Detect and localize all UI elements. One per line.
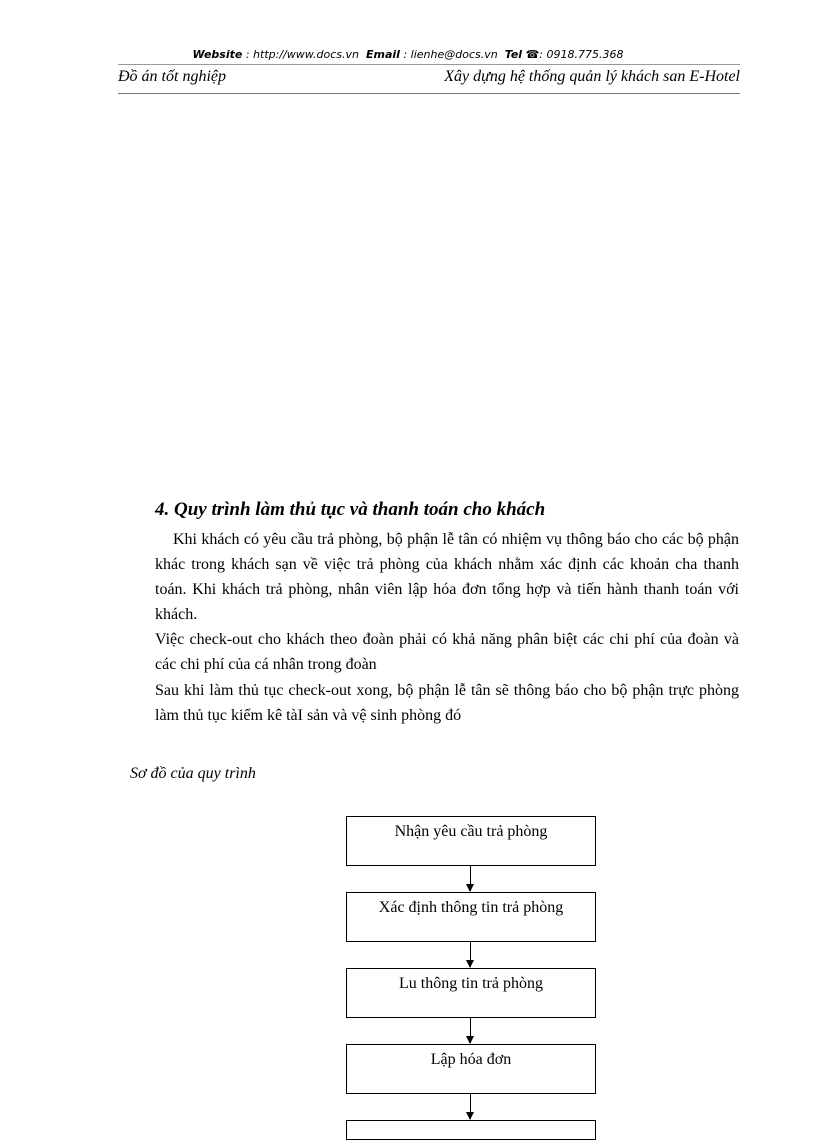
flow-arrow — [470, 866, 471, 891]
flow-step: Lập hóa đơn — [346, 1044, 596, 1094]
flow-caption: Sơ đồ của quy trình — [130, 765, 256, 782]
flow-step: Nhận yêu cầu trả phòng — [346, 816, 596, 866]
flow-arrow — [470, 1094, 471, 1119]
flow-step: Xác định thông tin trả phòng — [346, 892, 596, 942]
paragraph: Việc check-out cho khách theo đoàn phải có khả năng phân biệt các chi phí của đoàn và các chi phí của cá nhân trong đoàn — [155, 631, 739, 673]
website-label: Website — [192, 48, 243, 61]
page-header — [118, 64, 740, 94]
email-label: Email — [366, 48, 400, 61]
contact-line — [0, 48, 816, 61]
flow-step — [346, 1120, 596, 1140]
paragraph: Sau khi làm thủ tục check-out xong, bộ phận lễ tân sẽ thông báo cho bộ phận trực phòng làm thủ tục kiểm kê tàI sản và vệ sinh phòng đó — [155, 682, 739, 724]
section-title: 4. Quy trình làm thủ tục và thanh toán cho khách — [155, 499, 546, 520]
website-value: : http://www.docs.vn — [245, 48, 360, 61]
flow-arrow — [470, 1018, 471, 1043]
email-value: : lienhe@docs.vn — [403, 48, 498, 61]
tel-value: : 0918.775.368 — [539, 48, 624, 61]
flow-arrow — [470, 942, 471, 967]
flow-step: Lu thông tin trả phòng — [346, 968, 596, 1018]
tel-label: Tel — [504, 48, 523, 61]
header-left: Đồ án tốt nghiệp — [118, 68, 226, 85]
telephone-icon: ☎ — [525, 48, 540, 61]
paragraph: Khi khách có yêu cầu trả phòng, bộ phận lễ tân có nhiệm vụ thông báo cho các bộ phận khác trong khách sạn về việc trả phòng của khách nhằm xác định các khoản cha thanh toán. Khi khách trả phòng, nhân viên lập hóa đơn tổng hợp và tiến hành thanh toán với khách. — [155, 531, 739, 623]
header-right: Xây dựng hệ thống quản lý khách san E-Hotel — [444, 68, 740, 85]
